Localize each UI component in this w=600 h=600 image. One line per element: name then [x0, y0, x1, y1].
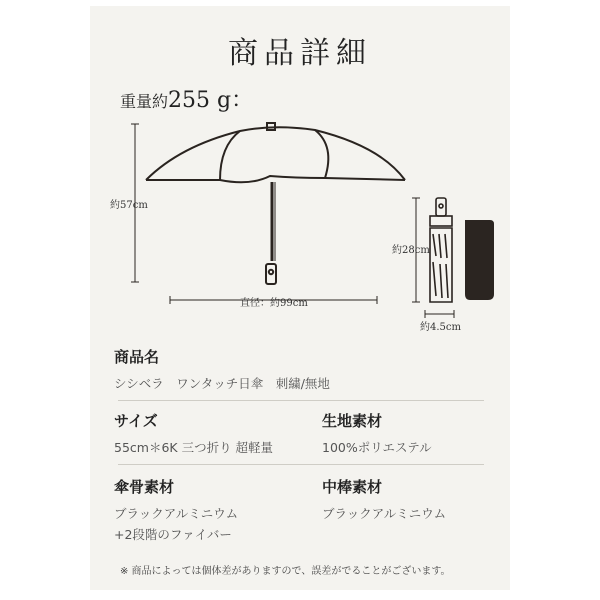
- fabric-heading: 生地素材: [322, 412, 383, 430]
- folded-width-label: 約4.5cm: [420, 322, 461, 333]
- divider: [118, 464, 484, 465]
- ribs-value-2: +2段階のファイバー: [114, 527, 232, 542]
- size-heading: サイズ: [114, 412, 158, 430]
- divider: [118, 400, 484, 401]
- disclaimer-note: ※ 商品によっては個体差がありますので、誤差がでることがございます。: [120, 566, 451, 577]
- size-value: 55cm＊6K 三つ折り 超軽量: [114, 440, 274, 455]
- folded-umbrella-icon: [430, 198, 452, 302]
- length-label: 約57cm: [110, 200, 148, 211]
- page-title: 商品詳細: [228, 36, 372, 71]
- product-detail-card: [90, 6, 510, 590]
- ribs-value: ブラックアルミニウム: [114, 506, 239, 521]
- fabric-value: 100%ポリエステル: [322, 440, 432, 455]
- shaft-heading: 中棒素材: [322, 478, 383, 496]
- product-name-heading: 商品名: [114, 348, 160, 366]
- shaft-value: ブラックアルミニウム: [322, 506, 447, 521]
- diameter-label: 直径：約99cm: [240, 298, 308, 309]
- weight-label: 重量約: [120, 92, 169, 111]
- product-name-value: シシベラ ワンタッチ日傘 刺繍/無地: [114, 376, 330, 391]
- case-icon: [465, 220, 494, 300]
- weight-value: 255 g：: [168, 88, 254, 113]
- folded-length-label: 約28cm: [392, 245, 430, 256]
- open-umbrella-icon: [146, 123, 405, 284]
- ribs-heading: 傘骨素材: [114, 478, 175, 496]
